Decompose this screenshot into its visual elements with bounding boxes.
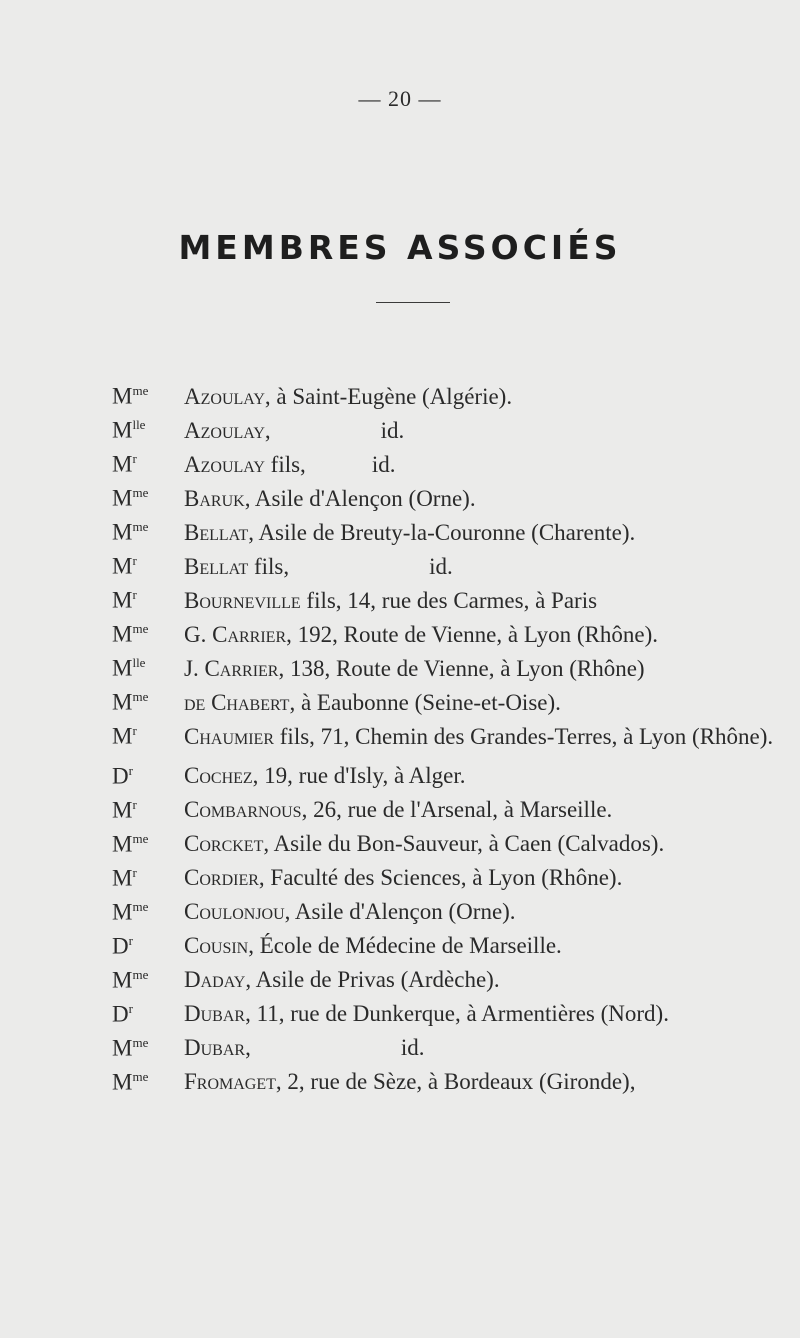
honorific: $M^{me}$ [112,519,149,545]
member-details [184,652,792,686]
member-details [184,550,792,584]
member-details [184,929,792,963]
member-entry [112,612,792,646]
member-details [184,793,792,827]
member-details [184,686,792,720]
member-name: J. Carrier [184,655,279,681]
member-details [184,584,792,618]
idem-mark: id. [380,417,405,443]
member-entry [112,890,792,924]
member-name: G. Carrier [184,621,287,647]
member-details [184,895,792,929]
honorific: $M^{me}$ [112,689,149,715]
member-details [184,759,792,793]
member-address: fils, [264,451,306,477]
member-name: Coulonjou [184,899,285,925]
honorific: $D^r$ [112,932,133,959]
member-address: , Asile d'Alençon (Orne). [284,899,516,925]
member-address: fils, 71, Chemin des Grandes-Terres, à Lyon (Rhône). [274,723,774,749]
member-details [184,618,792,652]
member-name: Dubar [184,1035,246,1061]
member-entry [112,578,792,612]
member-address: fils, [248,553,290,579]
member-entry [112,714,792,754]
member-details [184,482,792,516]
honorific: $M^{lle}$ [112,655,146,681]
honorific: $M^{me}$ [112,485,149,511]
honorific: $M^r$ [112,864,137,891]
member-entry [112,680,792,714]
page-number: — 20 — [358,86,442,111]
member-name: Baruk [184,485,245,511]
member-name: Corcket [184,831,264,857]
member-name: Fromaget [184,1069,276,1095]
member-address: , [245,1035,251,1061]
honorific: $M^{me}$ [112,830,149,857]
member-entry [112,408,792,442]
member-entry [112,1060,792,1094]
member-address: , à Saint-Eugène (Algérie). [264,383,513,409]
member-address: , 19, rue d'Isly, à Alger. [252,763,466,789]
member-name: Bellat [184,519,249,545]
member-address: , Faculté des Sciences, à Lyon (Rhône). [258,865,623,891]
member-address: , 11, rue de Dunkerque, à Armentières (Nord). [245,1001,669,1027]
honorific: $M^r$ [112,451,137,477]
member-details [184,827,792,861]
idem-mark: id. [400,1035,425,1061]
member-entry [112,822,792,856]
member-entry [112,544,792,578]
member-details [184,380,792,414]
member-name: Dubar [184,1001,246,1027]
member-entry [112,856,792,890]
member-details [184,1031,792,1065]
member-entry [112,992,792,1026]
member-name: de Chabert [184,689,290,715]
member-address: , 138, Route de Vienne, à Lyon (Rhône) [278,655,645,681]
member-name: Bourneville [184,587,301,613]
member-address: fils, 14, rue des Carmes, à Paris [300,587,598,613]
member-name: Combarnous [184,797,302,823]
member-details [184,414,792,448]
honorific: $D^r$ [112,762,133,789]
member-name: Azoulay [184,451,265,477]
member-address: , [264,417,271,443]
member-details [184,720,792,754]
member-name: Cochez [184,763,253,789]
honorific: $M^{me}$ [112,966,149,993]
member-address: , à Eaubonne (Seine-et-Oise). [289,689,561,715]
honorific: $M^{me}$ [112,383,149,409]
member-details [184,1065,792,1099]
member-address: , 192, Route de Vienne, à Lyon (Rhône). [286,621,658,647]
honorific: $M^{me}$ [112,1068,149,1095]
member-address: , École de Médecine de Marseille. [248,933,562,959]
page-title: MEMBRES ASSOCIÉS [178,228,622,267]
honorific: $M^{me}$ [112,1034,149,1061]
honorific: $D^r$ [112,1000,133,1027]
member-name: Azoulay [184,383,265,409]
member-entry [112,754,792,788]
member-address: , Asile d'Alençon (Orne). [244,485,476,511]
honorific: $M^r$ [112,587,137,613]
member-name: Bellat [184,553,249,579]
member-list [112,374,792,1094]
member-details [184,963,792,997]
honorific: $M^r$ [112,553,137,579]
member-address: , Asile de Privas (Ardèche). [245,967,500,993]
member-details [184,448,792,482]
idem-mark: id. [371,451,396,477]
member-name: Cousin [184,933,249,959]
member-entry [112,788,792,822]
member-entry [112,476,792,510]
member-address: , 26, rue de l'Arsenal, à Marseille. [301,797,613,823]
member-entry [112,924,792,958]
member-entry [112,442,792,476]
member-address: , Asile de Breuty-la-Couronne (Charente). [248,519,636,545]
member-name: Cordier [184,865,259,891]
honorific: $M^{lle}$ [112,417,146,443]
idem-mark: id. [429,553,453,579]
member-entry [112,510,792,544]
member-details [184,516,792,550]
member-name: Azoulay [184,417,265,443]
member-details [184,861,792,895]
member-name: Chaumier [184,723,275,749]
member-entry [112,1026,792,1060]
honorific: $M^r$ [112,723,137,749]
member-name: Daday [184,967,246,993]
honorific: $M^{me}$ [112,898,149,925]
member-details [184,997,792,1031]
title-divider [376,302,450,303]
member-entry [112,958,792,992]
member-entry [112,646,792,680]
member-entry [112,374,792,408]
honorific: $M^{me}$ [112,621,149,647]
member-address: , 2, rue de Sèze, à Bordeaux (Gironde), [275,1069,636,1095]
member-address: , Asile du Bon-Sauveur, à Caen (Calvados). [263,831,665,857]
honorific: $M^r$ [112,796,137,823]
